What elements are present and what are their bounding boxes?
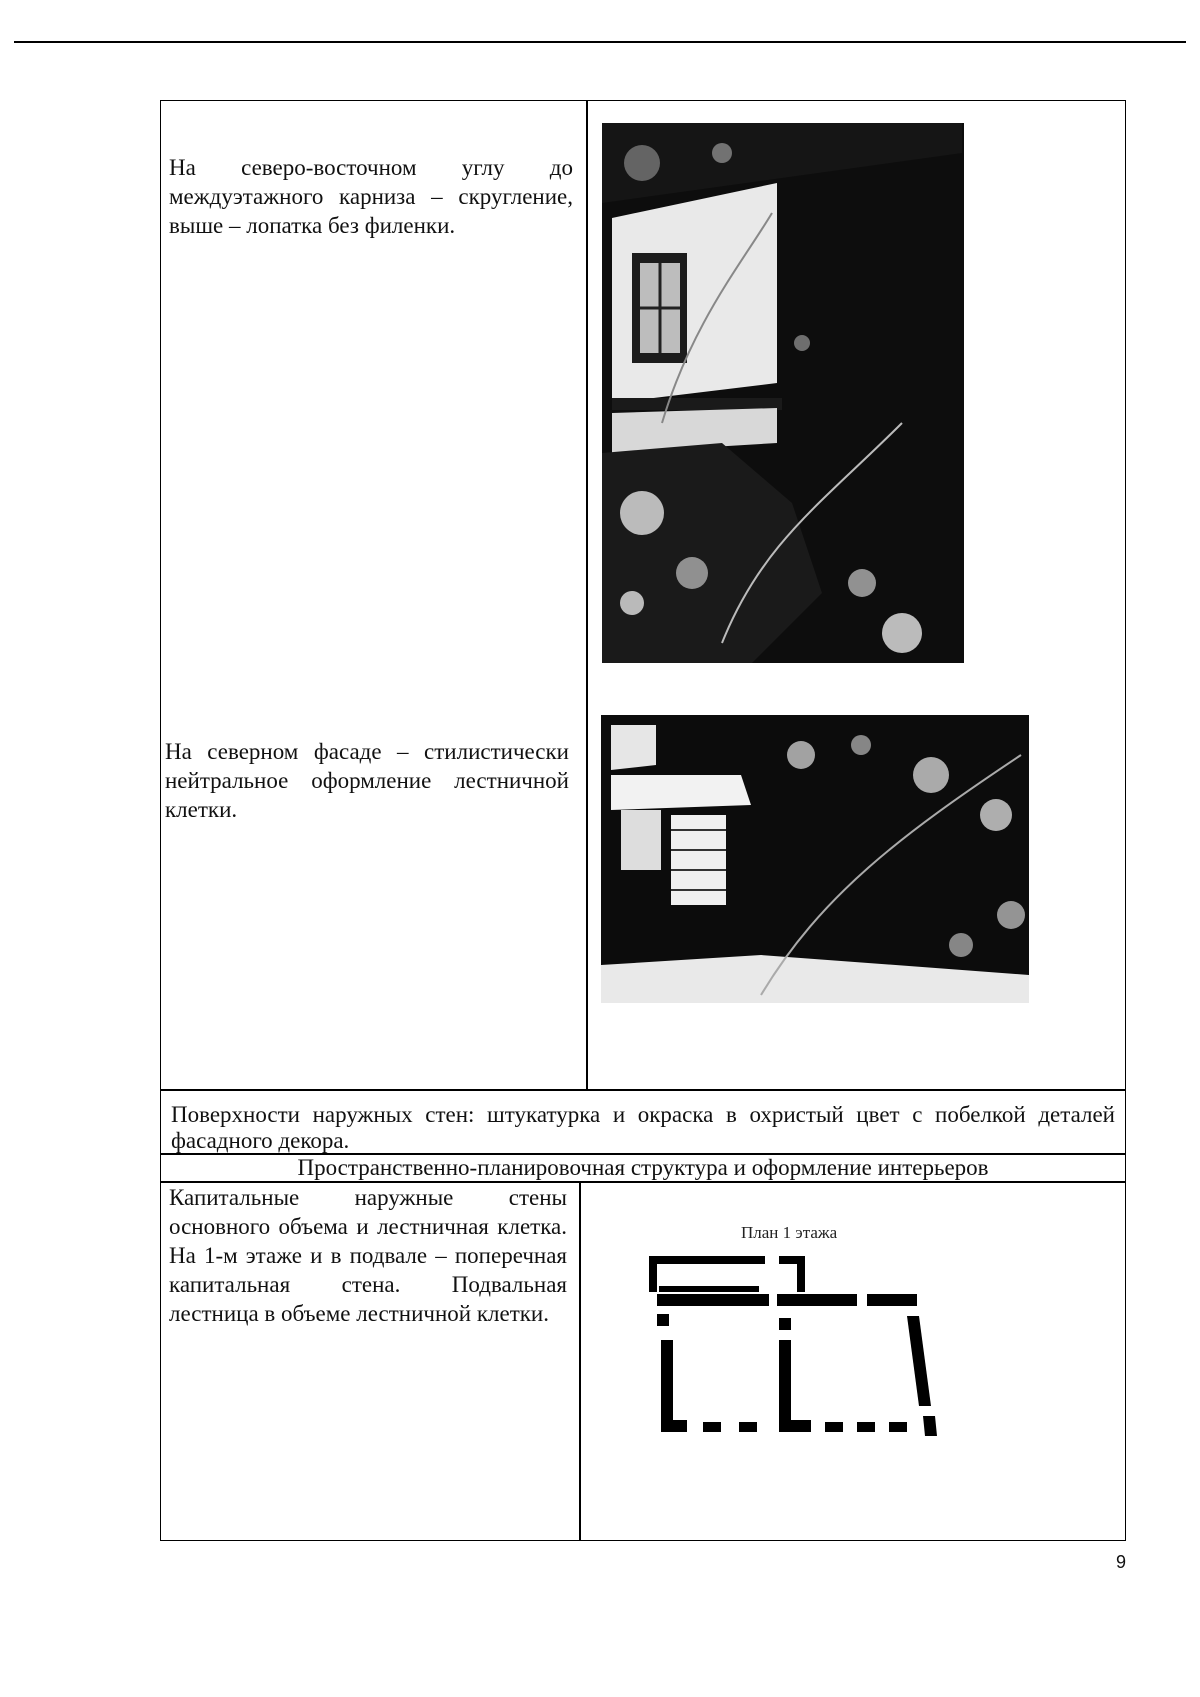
description-table (160, 100, 1126, 1541)
plan-title: План 1 этажа (741, 1223, 838, 1242)
row-2-text: На северном фасаде – стилистически нейтральное оформление лестничной клетки. (165, 739, 569, 822)
column-divider-top (586, 101, 588, 1089)
northeast-corner-photo (602, 123, 964, 663)
structure-text: Капитальные наружные стены основного объема и лестничная клетка. На 1-м этаже и в подвале – поперечная капитальная стена. Подвальная лестница в объеме лестничной клетки. (169, 1185, 567, 1326)
column-divider-bottom (579, 1181, 581, 1540)
header-rule (14, 41, 1186, 43)
surfaces-text: Поверхности наружных стен: штукатурка и окраска в охристый цвет с побелкой деталей фасадного декора. (171, 1102, 1115, 1153)
floor-plan-drawing (649, 1256, 949, 1446)
row-1-text: На северо-восточном углу до междуэтажного карниза – скругление, выше – лопатка без филенки. (169, 155, 573, 238)
page-number: 9 (1115, 1552, 1126, 1572)
row-divider-1 (161, 1089, 1125, 1091)
section-heading: Пространственно-планировочная структура и оформление интерьеров (297, 1155, 989, 1180)
north-facade-photo (601, 715, 1029, 1003)
